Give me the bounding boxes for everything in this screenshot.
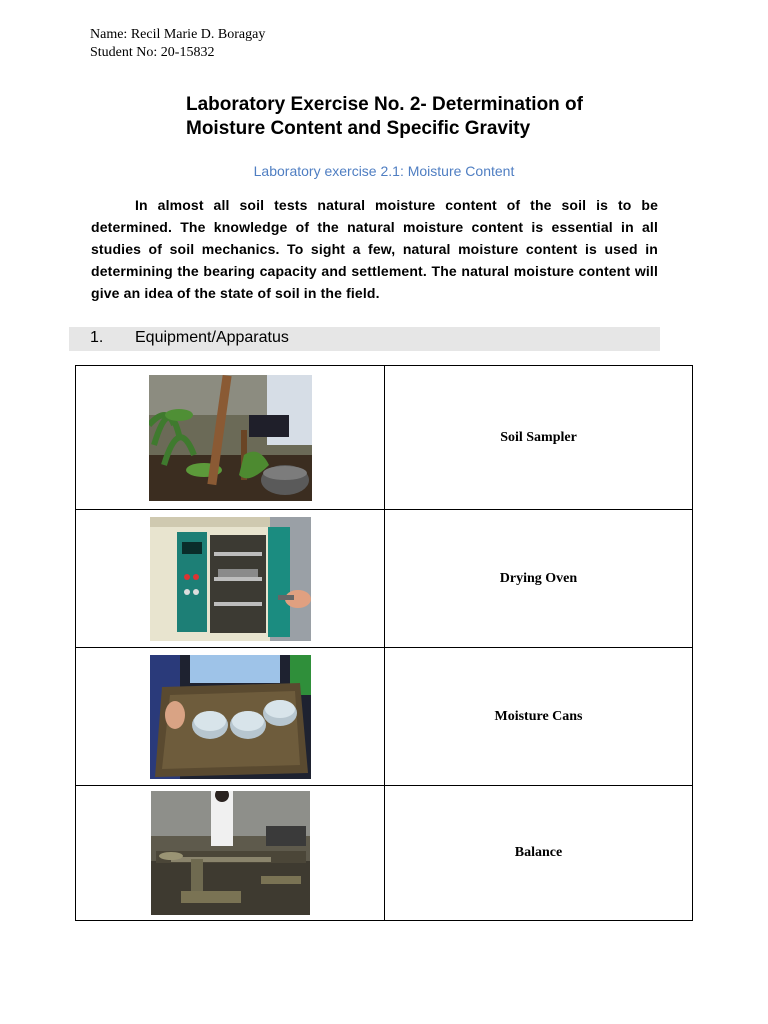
drying-oven-photo: [150, 517, 311, 641]
moisture-cans-photo: [150, 655, 311, 779]
title-line-1: Laboratory Exercise No. 2- Determination of: [186, 94, 583, 115]
student-info: [90, 26, 265, 62]
photo-cell: [76, 366, 385, 510]
table-row: [76, 366, 693, 510]
equipment-name: Soil Sampler: [385, 366, 693, 510]
equipment-table: [75, 365, 693, 921]
section-number: 1.: [90, 329, 104, 346]
equipment-name: Moisture Cans: [385, 648, 693, 786]
intro-paragraph: In almost all soil tests natural moisture content of the soil is to be determined. The knowledge of the natural moisture content is essential in all studies of soil mechanics. To sight a few, natural moisture content is used in determining the bearing capacity and settlement. The natural moisture content will give an idea of the state of soil in the field.: [91, 197, 658, 301]
table-row: [76, 510, 693, 648]
student-number: Student No: 20-15832: [90, 45, 215, 60]
section-label: Equipment/Apparatus: [135, 329, 289, 346]
soil-sampler-photo: [149, 375, 312, 501]
photo-cell: [76, 786, 385, 921]
photo-cell: [76, 510, 385, 648]
equipment-name: Balance: [385, 786, 693, 921]
balance-photo: [151, 791, 310, 915]
section-subtitle: Laboratory exercise 2.1: Moisture Content: [253, 163, 515, 179]
photo-cell: [76, 648, 385, 786]
section-heading: [69, 327, 660, 351]
title-line-2: Moisture Content and Specific Gravity: [186, 118, 531, 139]
equipment-name: Drying Oven: [385, 510, 693, 648]
student-name: Name: Recil Marie D. Boragay: [90, 27, 266, 42]
page-title: [186, 93, 656, 141]
table-row: [76, 786, 693, 921]
table-row: [76, 648, 693, 786]
